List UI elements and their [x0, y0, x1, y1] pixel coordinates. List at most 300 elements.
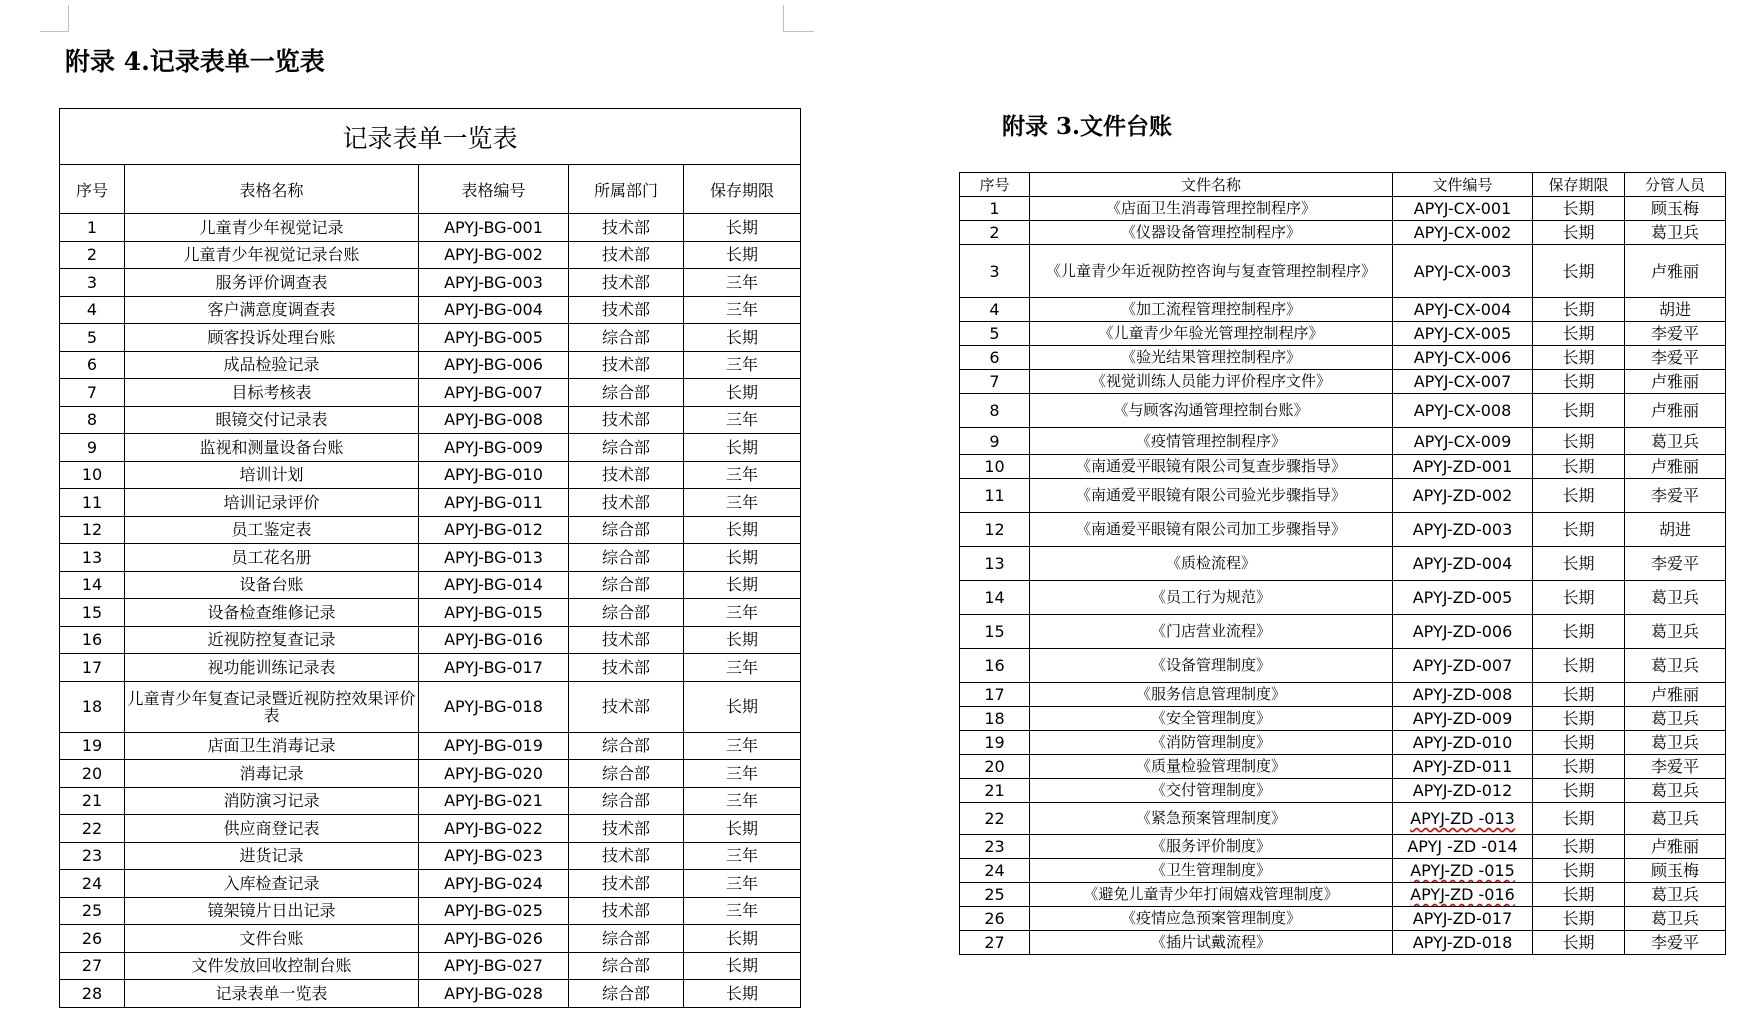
table-cell: 技术部: [569, 842, 684, 870]
table-cell: 19: [60, 732, 125, 760]
table-cell: 长期: [684, 925, 801, 953]
table-cell: 《交付管理制度》: [1030, 779, 1393, 803]
table-cell: 3: [60, 269, 125, 297]
table-row: [60, 434, 801, 462]
table-cell: 《南通爱平眼镜有限公司加工步骤指导》: [1030, 513, 1393, 547]
table-cell: 长期: [1533, 513, 1625, 547]
table-row: [960, 707, 1726, 731]
table-row: [60, 296, 801, 324]
table-row: [960, 581, 1726, 615]
table-row: [60, 406, 801, 434]
table-cell: APYJ-BG-017: [419, 654, 569, 682]
table-cell: APYJ-ZD-007: [1393, 649, 1533, 683]
table-cell: APYJ-BG-014: [419, 571, 569, 599]
table-cell: APYJ-CX-002: [1393, 221, 1533, 245]
table-cell: 长期: [684, 544, 801, 572]
table-cell: 技术部: [569, 489, 684, 517]
table-cell: APYJ -ZD -014: [1393, 835, 1533, 859]
table-row: [960, 683, 1726, 707]
table-cell: 技术部: [569, 214, 684, 242]
table-cell: 三年: [684, 269, 801, 297]
table-cell: 《疫情管理控制程序》: [1030, 428, 1393, 455]
table-cell: 长期: [1533, 859, 1625, 883]
table-cell: 27: [60, 952, 125, 980]
table-cell: 镜架镜片日出记录: [125, 897, 419, 925]
table-cell: 22: [60, 815, 125, 843]
table-row: [960, 245, 1726, 298]
table-cell: 供应商登记表: [125, 815, 419, 843]
table-cell: 技术部: [569, 351, 684, 379]
table-cell: 技术部: [569, 870, 684, 898]
table-cell: 三年: [684, 599, 801, 627]
table-cell: 长期: [684, 516, 801, 544]
table-row: [60, 654, 801, 682]
appendix-3-heading: 附录 3.文件台账: [1002, 113, 1173, 140]
table-cell: 三年: [684, 296, 801, 324]
table-cell: 长期: [1533, 755, 1625, 779]
table-cell: 《门店营业流程》: [1030, 615, 1393, 649]
table-cell: APYJ-BG-020: [419, 760, 569, 788]
table-cell: 葛卫兵: [1625, 907, 1726, 931]
table-cell: 《店面卫生消毒管理控制程序》: [1030, 197, 1393, 221]
table-row: [60, 516, 801, 544]
table-row: [960, 221, 1726, 245]
table-row: [60, 842, 801, 870]
table-cell: 综合部: [569, 925, 684, 953]
table-cell: 12: [960, 513, 1030, 547]
table-row: [60, 324, 801, 352]
right-header-0: 序号: [960, 173, 1030, 197]
left-header-4: 保存期限: [684, 165, 801, 214]
table-row: [960, 298, 1726, 322]
table-cell: 长期: [1533, 779, 1625, 803]
table-cell: APYJ-BG-010: [419, 461, 569, 489]
table-cell: 15: [60, 599, 125, 627]
table-cell: 长期: [684, 571, 801, 599]
table-cell: 技术部: [569, 461, 684, 489]
table-cell: 三年: [684, 461, 801, 489]
table-cell: 顾玉梅: [1625, 859, 1726, 883]
table-cell: 技术部: [569, 897, 684, 925]
table-cell: 长期: [1533, 428, 1625, 455]
table-row: [60, 544, 801, 572]
table-cell: APYJ-BG-011: [419, 489, 569, 517]
table-row: [60, 897, 801, 925]
table-row: [960, 322, 1726, 346]
table-row: [60, 815, 801, 843]
table-cell: 《卫生管理制度》: [1030, 859, 1393, 883]
table-cell: 长期: [684, 241, 801, 269]
table-cell: APYJ-BG-022: [419, 815, 569, 843]
table-row: [960, 455, 1726, 479]
table-cell: 长期: [1533, 479, 1625, 513]
table-cell: 卢雅丽: [1625, 245, 1726, 298]
table-cell: 7: [960, 370, 1030, 394]
table-cell: 三年: [684, 654, 801, 682]
table-cell: 进货记录: [125, 842, 419, 870]
table-cell: APYJ-CX-008: [1393, 394, 1533, 428]
table-row: [960, 547, 1726, 581]
table-cell: 长期: [684, 379, 801, 407]
table-cell: APYJ-BG-016: [419, 626, 569, 654]
table-cell: APYJ-BG-003: [419, 269, 569, 297]
table-row: [960, 907, 1726, 931]
table-row: [60, 870, 801, 898]
table-cell: 视功能训练记录表: [125, 654, 419, 682]
table-row: [960, 370, 1726, 394]
table-cell: APYJ-BG-008: [419, 406, 569, 434]
table-cell: APYJ-ZD -013: [1393, 803, 1533, 835]
table-cell: 长期: [1533, 931, 1625, 955]
table-cell: 综合部: [569, 571, 684, 599]
table-cell: 《设备管理制度》: [1030, 649, 1393, 683]
table-cell: APYJ-BG-013: [419, 544, 569, 572]
table-row: [960, 835, 1726, 859]
table-cell: 《质量检验管理制度》: [1030, 755, 1393, 779]
table-cell: 11: [960, 479, 1030, 513]
table-cell: 成品检验记录: [125, 351, 419, 379]
table-cell: 6: [960, 346, 1030, 370]
table-cell: 店面卫生消毒记录: [125, 732, 419, 760]
table-cell: 10: [960, 455, 1030, 479]
table-cell: 监视和测量设备台账: [125, 434, 419, 462]
table-cell: 8: [60, 406, 125, 434]
table-cell: 李爱平: [1625, 346, 1726, 370]
table-cell: 李爱平: [1625, 322, 1726, 346]
table-cell: 《消防管理制度》: [1030, 731, 1393, 755]
left-header-2: 表格编号: [419, 165, 569, 214]
table-cell: 员工花名册: [125, 544, 419, 572]
table-cell: 长期: [684, 980, 801, 1008]
table-cell: 三年: [684, 351, 801, 379]
table-cell: 《安全管理制度》: [1030, 707, 1393, 731]
table-cell: 4: [60, 296, 125, 324]
table-cell: 13: [960, 547, 1030, 581]
table-cell: 长期: [1533, 731, 1625, 755]
table-cell: 卢雅丽: [1625, 683, 1726, 707]
table-cell: 《避免儿童青少年打闹嬉戏管理制度》: [1030, 883, 1393, 907]
table-cell: 葛卫兵: [1625, 731, 1726, 755]
table-cell: APYJ-ZD -015: [1393, 859, 1533, 883]
table-cell: 综合部: [569, 379, 684, 407]
table-cell: 15: [960, 615, 1030, 649]
table-row: [960, 428, 1726, 455]
table-cell: APYJ-BG-024: [419, 870, 569, 898]
table-cell: 长期: [1533, 394, 1625, 428]
table-cell: 5: [60, 324, 125, 352]
right-header-2: 文件编号: [1393, 173, 1533, 197]
table-row: [960, 649, 1726, 683]
table-cell: 卢雅丽: [1625, 455, 1726, 479]
table-cell: APYJ-ZD-005: [1393, 581, 1533, 615]
table-cell: APYJ-BG-006: [419, 351, 569, 379]
table-cell: 胡进: [1625, 513, 1726, 547]
table-cell: 《服务评价制度》: [1030, 835, 1393, 859]
table-cell: 记录表单一览表: [125, 980, 419, 1008]
table-cell: 18: [60, 681, 125, 732]
table-cell: APYJ-ZD-004: [1393, 547, 1533, 581]
table-cell: APYJ-ZD-012: [1393, 779, 1533, 803]
table-cell: 18: [960, 707, 1030, 731]
table-cell: 消毒记录: [125, 760, 419, 788]
table-cell: 9: [960, 428, 1030, 455]
table-cell: 25: [960, 883, 1030, 907]
page-corner-mark-right: [783, 5, 814, 32]
table-row: [960, 479, 1726, 513]
right-header-4: 分管人员: [1625, 173, 1726, 197]
table-cell: 长期: [1533, 245, 1625, 298]
table-cell: 长期: [684, 434, 801, 462]
table-cell: 三年: [684, 870, 801, 898]
table-cell: 14: [60, 571, 125, 599]
table-row: [60, 379, 801, 407]
table-cell: 李爱平: [1625, 479, 1726, 513]
left-header-1: 表格名称: [125, 165, 419, 214]
table-cell: 技术部: [569, 241, 684, 269]
table-cell: APYJ-ZD-002: [1393, 479, 1533, 513]
table-cell: 长期: [684, 681, 801, 732]
table-cell: 葛卫兵: [1625, 779, 1726, 803]
table-cell: APYJ-BG-027: [419, 952, 569, 980]
table-row: [960, 394, 1726, 428]
table-row: [60, 214, 801, 242]
table-row: [60, 681, 801, 732]
table-cell: 长期: [1533, 547, 1625, 581]
left-header-3: 所属部门: [569, 165, 684, 214]
table-cell: APYJ-CX-009: [1393, 428, 1533, 455]
table-cell: 综合部: [569, 980, 684, 1008]
table-cell: 长期: [1533, 322, 1625, 346]
table-cell: APYJ-ZD-017: [1393, 907, 1533, 931]
table-cell: 13: [60, 544, 125, 572]
table-cell: 12: [60, 516, 125, 544]
table-cell: APYJ-CX-006: [1393, 346, 1533, 370]
table-cell: 眼镜交付记录表: [125, 406, 419, 434]
table-row: [60, 571, 801, 599]
table-cell: APYJ-BG-025: [419, 897, 569, 925]
table-cell: APYJ-BG-018: [419, 681, 569, 732]
table-cell: 技术部: [569, 681, 684, 732]
table-cell: 三年: [684, 760, 801, 788]
table-cell: 三年: [684, 842, 801, 870]
table-cell: 3: [960, 245, 1030, 298]
table-cell: 葛卫兵: [1625, 615, 1726, 649]
table-cell: 目标考核表: [125, 379, 419, 407]
table-cell: APYJ-BG-012: [419, 516, 569, 544]
table-cell: APYJ-ZD-009: [1393, 707, 1533, 731]
table-cell: 技术部: [569, 626, 684, 654]
table-cell: APYJ-BG-001: [419, 214, 569, 242]
table-cell: 服务评价调查表: [125, 269, 419, 297]
table-cell: APYJ-BG-028: [419, 980, 569, 1008]
table-cell: APYJ-CX-003: [1393, 245, 1533, 298]
table-row: [60, 599, 801, 627]
table-cell: 三年: [684, 787, 801, 815]
table-cell: 20: [60, 760, 125, 788]
right-header-1: 文件名称: [1030, 173, 1393, 197]
table-cell: 5: [960, 322, 1030, 346]
table-cell: 技术部: [569, 654, 684, 682]
table-row: [60, 351, 801, 379]
table-row: [960, 755, 1726, 779]
table-cell: APYJ-BG-004: [419, 296, 569, 324]
table-cell: 胡进: [1625, 298, 1726, 322]
table-cell: APYJ-CX-001: [1393, 197, 1533, 221]
table-cell: 长期: [1533, 649, 1625, 683]
table-row: [960, 513, 1726, 547]
right-header-3: 保存期限: [1533, 173, 1625, 197]
table-cell: 儿童青少年视觉记录: [125, 214, 419, 242]
table-cell: 28: [60, 980, 125, 1008]
table-caption: 记录表单一览表: [60, 109, 801, 165]
table-cell: 葛卫兵: [1625, 428, 1726, 455]
table-cell: 技术部: [569, 815, 684, 843]
table-cell: 综合部: [569, 516, 684, 544]
page-corner-mark-left: [40, 5, 69, 32]
table-cell: 综合部: [569, 732, 684, 760]
table-cell: APYJ-ZD-008: [1393, 683, 1533, 707]
table-cell: 顾客投诉处理台账: [125, 324, 419, 352]
table-cell: 7: [60, 379, 125, 407]
table-row: [60, 626, 801, 654]
table-cell: 葛卫兵: [1625, 649, 1726, 683]
table-cell: 培训计划: [125, 461, 419, 489]
table-cell: 三年: [684, 897, 801, 925]
table-cell: 16: [960, 649, 1030, 683]
table-cell: 培训记录评价: [125, 489, 419, 517]
table-cell: 《插片试戴流程》: [1030, 931, 1393, 955]
table-cell: 文件台账: [125, 925, 419, 953]
table-cell: 长期: [1533, 370, 1625, 394]
table-cell: 《验光结果管理控制程序》: [1030, 346, 1393, 370]
table-row: [960, 615, 1726, 649]
table-cell: 17: [60, 654, 125, 682]
table-cell: 8: [960, 394, 1030, 428]
table-cell: 26: [960, 907, 1030, 931]
table-cell: APYJ-ZD -016: [1393, 883, 1533, 907]
table-row: [960, 197, 1726, 221]
table-cell: 卢雅丽: [1625, 394, 1726, 428]
table-cell: 11: [60, 489, 125, 517]
table-cell: 24: [60, 870, 125, 898]
table-cell: 长期: [684, 626, 801, 654]
table-cell: 三年: [684, 406, 801, 434]
table-cell: 9: [60, 434, 125, 462]
table-cell: 22: [960, 803, 1030, 835]
table-cell: 《南通爱平眼镜有限公司验光步骤指导》: [1030, 479, 1393, 513]
table-cell: 长期: [684, 324, 801, 352]
table-cell: 长期: [684, 815, 801, 843]
table-cell: 14: [960, 581, 1030, 615]
table-cell: 6: [60, 351, 125, 379]
table-row: [960, 883, 1726, 907]
table-cell: 技术部: [569, 296, 684, 324]
table-row: [960, 931, 1726, 955]
table-row: [60, 925, 801, 953]
table-row: [60, 269, 801, 297]
table-cell: 长期: [684, 214, 801, 242]
table-cell: 综合部: [569, 787, 684, 815]
table-cell: 《仪器设备管理控制程序》: [1030, 221, 1393, 245]
table-cell: 26: [60, 925, 125, 953]
table-cell: APYJ-BG-019: [419, 732, 569, 760]
table-cell: 顾玉梅: [1625, 197, 1726, 221]
table-cell: 长期: [1533, 907, 1625, 931]
table-cell: 长期: [1533, 835, 1625, 859]
table-row: [60, 489, 801, 517]
appendix-4-heading: 附录 4.记录表单一览表: [65, 47, 325, 76]
table-cell: 长期: [1533, 455, 1625, 479]
table-cell: APYJ-ZD-003: [1393, 513, 1533, 547]
table-cell: 长期: [1533, 346, 1625, 370]
table-cell: 葛卫兵: [1625, 581, 1726, 615]
table-cell: 21: [960, 779, 1030, 803]
table-cell: 《视觉训练人员能力评价程序文件》: [1030, 370, 1393, 394]
document-ledger-table: [959, 172, 1726, 955]
table-cell: 葛卫兵: [1625, 707, 1726, 731]
table-cell: 19: [960, 731, 1030, 755]
table-cell: 16: [60, 626, 125, 654]
table-cell: APYJ-BG-009: [419, 434, 569, 462]
table-cell: 近视防控复查记录: [125, 626, 419, 654]
table-row: [60, 241, 801, 269]
table-cell: 李爱平: [1625, 931, 1726, 955]
table-cell: 长期: [684, 952, 801, 980]
table-cell: 17: [960, 683, 1030, 707]
table-cell: 李爱平: [1625, 755, 1726, 779]
table-cell: 长期: [1533, 298, 1625, 322]
table-cell: 综合部: [569, 434, 684, 462]
table-cell: 综合部: [569, 952, 684, 980]
table-cell: 长期: [1533, 221, 1625, 245]
table-cell: 25: [60, 897, 125, 925]
table-row: [60, 980, 801, 1008]
record-forms-table: [59, 108, 801, 1008]
table-cell: 《质检流程》: [1030, 547, 1393, 581]
table-cell: 长期: [1533, 683, 1625, 707]
table-cell: 《加工流程管理控制程序》: [1030, 298, 1393, 322]
table-row: [60, 461, 801, 489]
table-row: [60, 760, 801, 788]
table-row: [60, 952, 801, 980]
table-cell: 技术部: [569, 406, 684, 434]
table-cell: 《紧急预案管理制度》: [1030, 803, 1393, 835]
table-cell: 综合部: [569, 544, 684, 572]
table-cell: 2: [60, 241, 125, 269]
table-row: [960, 803, 1726, 835]
table-cell: 三年: [684, 489, 801, 517]
table-cell: 卢雅丽: [1625, 370, 1726, 394]
table-cell: 《儿童青少年近视防控咨询与复查管理控制程序》: [1030, 245, 1393, 298]
table-row: [960, 346, 1726, 370]
table-cell: 儿童青少年视觉记录台账: [125, 241, 419, 269]
table-cell: 综合部: [569, 760, 684, 788]
table-cell: 消防演习记录: [125, 787, 419, 815]
table-cell: 长期: [1533, 883, 1625, 907]
table-cell: 2: [960, 221, 1030, 245]
table-row: [960, 779, 1726, 803]
table-cell: APYJ-ZD-011: [1393, 755, 1533, 779]
table-cell: 三年: [684, 732, 801, 760]
table-row: [60, 732, 801, 760]
table-cell: APYJ-BG-015: [419, 599, 569, 627]
table-cell: 葛卫兵: [1625, 221, 1726, 245]
table-cell: 1: [60, 214, 125, 242]
table-cell: 葛卫兵: [1625, 883, 1726, 907]
table-cell: 《服务信息管理制度》: [1030, 683, 1393, 707]
table-cell: APYJ-ZD-010: [1393, 731, 1533, 755]
table-cell: 文件发放回收控制台账: [125, 952, 419, 980]
